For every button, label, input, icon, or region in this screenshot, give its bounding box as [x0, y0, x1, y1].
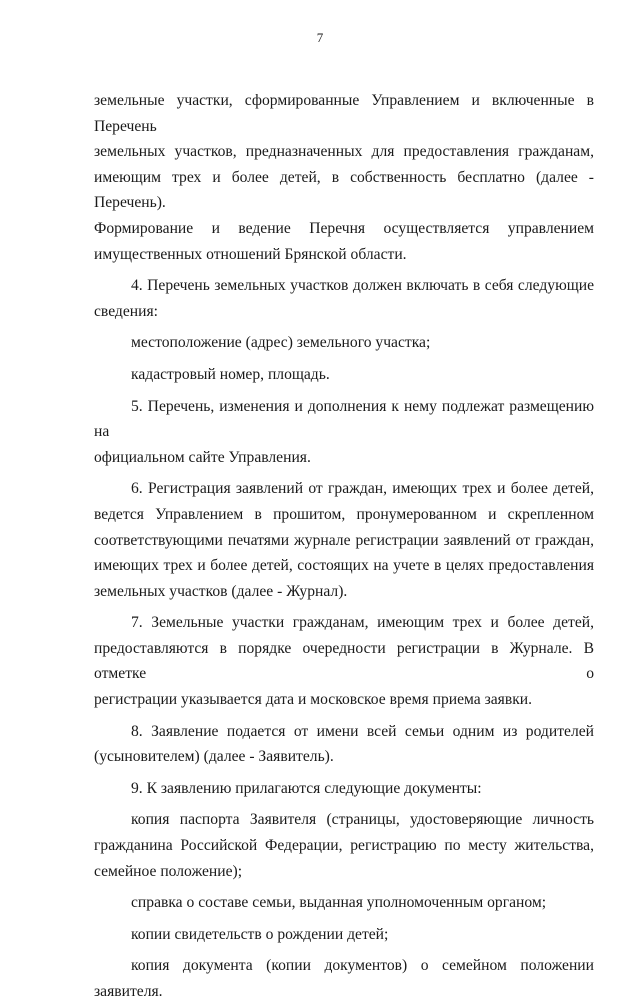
text-line: сведения: — [94, 302, 158, 320]
text-line: 4. Перечень земельных участков должен включать в себя следующие — [131, 277, 594, 295]
text-line: 8. Заявление подается от имени всей семьи одним из родителей — [131, 722, 594, 740]
text-line: (усыновителем) (далее - Заявитель). — [94, 748, 334, 766]
text-line: копия документа (копии документов) о семейном положении — [131, 957, 594, 975]
text-line: 7. Земельные участки гражданам, имеющим трех и более детей, — [131, 614, 594, 632]
text-line: соответствующими печатями журнале регистрации заявлений от граждан, — [94, 531, 594, 549]
text-line: местоположение (адрес) земельного участка; — [131, 334, 431, 352]
text-line: земельных участков, предназначенных для предоставления гражданам, — [94, 143, 594, 161]
text-line: кадастровый номер, площадь. — [131, 365, 330, 383]
text-line: имущественных отношений Брянской области. — [94, 245, 407, 263]
text-line: имеющим трех и более детей, в собственность бесплатно (далее - Перечень). — [94, 168, 594, 212]
text-line: регистрации указывается дата и московское время приема заявки. — [94, 691, 533, 709]
text-line: 9. К заявлению прилагаются следующие документы: — [131, 779, 482, 797]
text-line: ведется Управлением в прошитом, пронумерованном и скрепленном — [94, 505, 594, 523]
text-line: Формирование и ведение Перечня осуществляется управлением — [94, 219, 594, 237]
text-line: семейное положение); — [94, 862, 243, 880]
text-line: заявителя. — [94, 983, 163, 1000]
text-line: гражданина Российской Федерации, регистрацию по месту жительства, — [94, 837, 594, 855]
document-body — [94, 88, 594, 1005]
text-line: копии свидетельств о рождении детей; — [131, 925, 389, 943]
text-line: справка о составе семьи, выданная уполномоченным органом; — [131, 894, 547, 912]
text-line: копия паспорта Заявителя (страницы, удостоверяющие личность — [131, 811, 594, 829]
text-line: земельные участки, сформированные Управлением и включенные в Перечень — [94, 92, 594, 135]
text-line: официальном сайте Управления. — [94, 448, 311, 466]
text-line: 5. Перечень, изменения и дополнения к нему подлежат размещению на — [94, 397, 594, 441]
text-line: 6. Регистрация заявлений от граждан, имеющих трех и более детей, — [131, 480, 594, 498]
page-number: 7 — [316, 30, 324, 45]
text-line: земельных участков (далее - Журнал). — [94, 582, 348, 600]
text-line: предоставляются в порядке очередности регистрации в Журнале. В отметке о — [94, 639, 594, 683]
text-line: имеющих трех и более детей, состоящих на учете в целях предоставления — [94, 557, 594, 575]
